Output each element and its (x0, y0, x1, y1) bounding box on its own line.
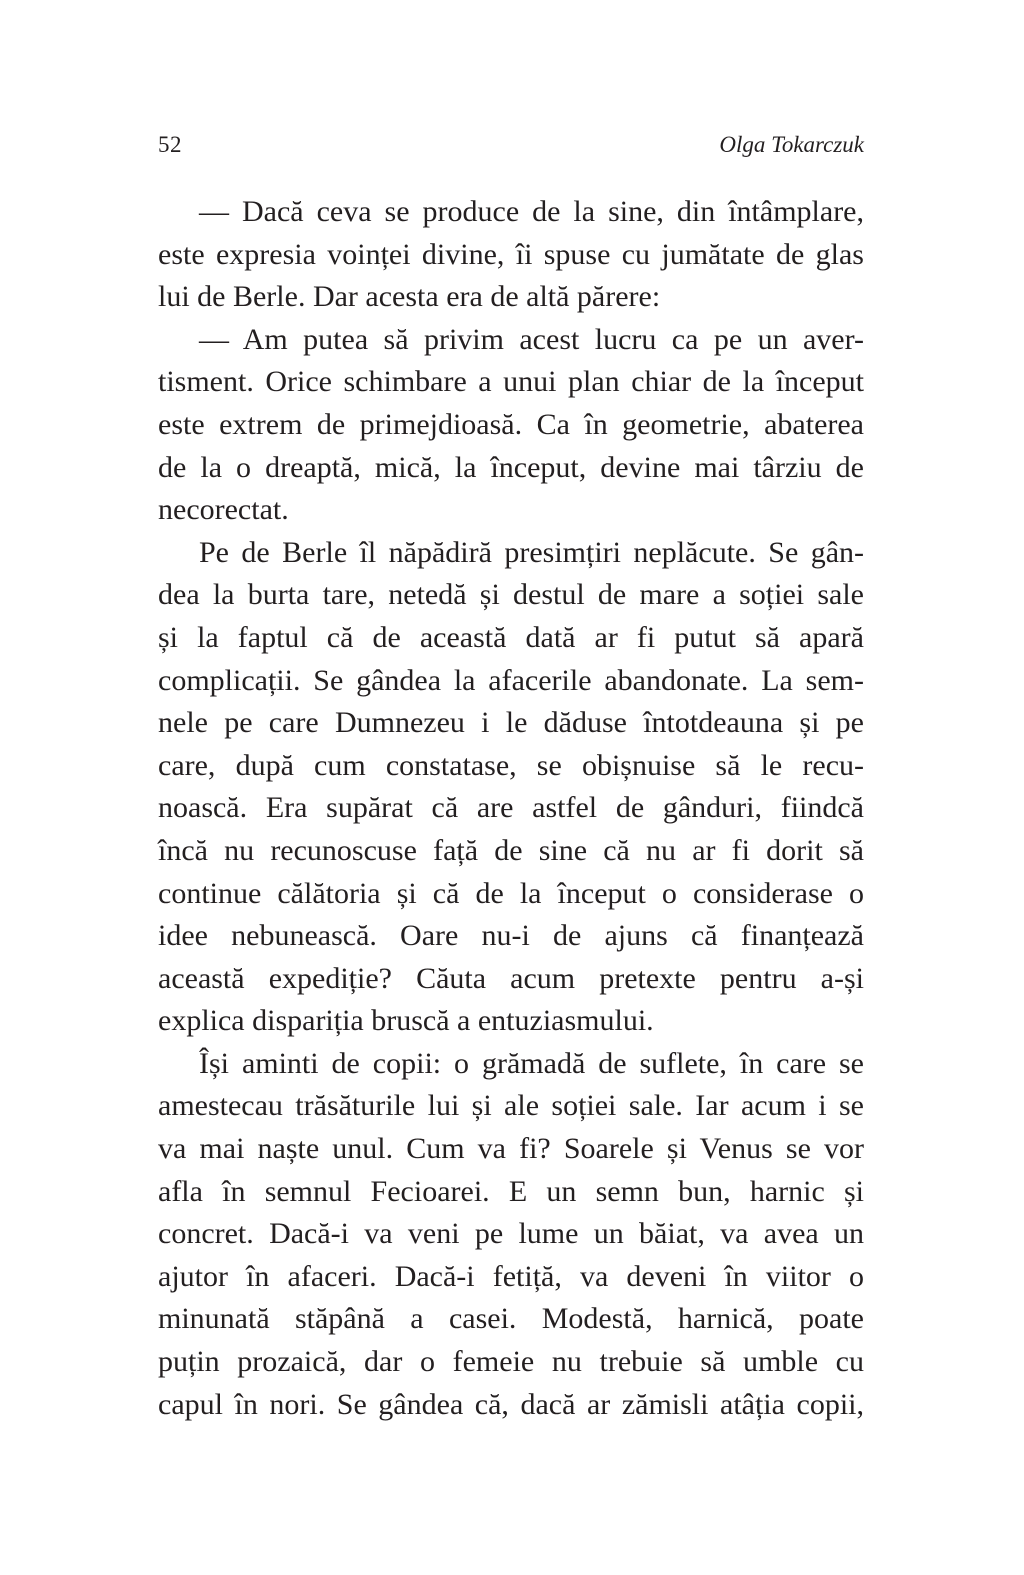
page-number: 52 (158, 132, 182, 157)
page-header (158, 132, 864, 166)
text-line: această expediție? Căuta acum pretexte pentru a-și (158, 961, 864, 995)
paragraph (158, 1043, 864, 1426)
text-body (158, 191, 864, 1426)
text-line: afla în semnul Fecioarei. E un semn bun, harnic și (158, 1174, 864, 1208)
text-line: — Dacă ceva se produce de la sine, din întâmplare, (199, 195, 864, 228)
text-line: ajutor în afaceri. Dacă-i fetiță, va deveni în viitor o (158, 1259, 864, 1293)
text-line: idee nebunească. Oare nu-i de ajuns că finanțează (158, 919, 864, 953)
text-line: puțin prozaică, dar o femeie nu trebuie să umble cu (158, 1345, 864, 1379)
text-line: Pe de Berle îl năpădiră presimțiri neplăcute. Se gân- (199, 535, 864, 569)
text-line: este expresia voinței divine, îi spuse cu jumătate de glas (158, 237, 864, 271)
running-head-author: Olga Tokarczuk (719, 132, 864, 157)
text-line: lui de Berle. Dar acesta era de altă părere: (158, 280, 661, 314)
text-line: explica dispariția bruscă a entuziasmului. (158, 1004, 654, 1038)
text-line: minunată stăpână a casei. Modestă, harnică, poate (158, 1302, 864, 1336)
text-line: care, după cum constatase, se obișnuise să le recu- (158, 748, 864, 782)
text-line: dea la burta tare, netedă și destul de mare a soției sale (158, 578, 864, 612)
text-line: necorectat. (158, 493, 289, 527)
text-line: continue călătoria și că de la început o considerase o (158, 876, 864, 910)
text-line: încă nu recunoscuse față de sine că nu ar fi dorit să (158, 833, 864, 867)
text-line: noască. Era supărat că are astfel de gânduri, fiindcă (158, 791, 864, 825)
text-line: amestecau trăsăturile lui și ale soției sale. Iar acum i se (158, 1089, 864, 1123)
text-line: va mai naște unul. Cum va fi? Soarele și Venus se vor (158, 1132, 864, 1166)
text-line: este extrem de primejdioasă. Ca în geometrie, abaterea (158, 407, 864, 441)
text-line: capul în nori. Se gândea că, dacă ar zămisli atâția copii, (158, 1387, 864, 1421)
text-line: tisment. Orice schimbare a unui plan chiar de la început (158, 365, 864, 399)
paragraph (158, 319, 864, 532)
text-line: concret. Dacă-i va veni pe lume un băiat, va avea un (158, 1217, 864, 1251)
paragraph (158, 532, 864, 1043)
text-line: de la o dreaptă, mică, la început, devine mai târziu de (158, 450, 864, 484)
text-line: nele pe care Dumnezeu i le dăduse întotdeauna și pe (158, 706, 864, 740)
text-line: complicații. Se gândea la afacerile abandonate. La sem- (158, 663, 864, 697)
paragraph (158, 191, 864, 319)
text-line: — Am putea să privim acest lucru ca pe un aver- (199, 322, 864, 356)
text-line: Își aminti de copii: o grămadă de suflete, în care se (199, 1046, 864, 1080)
text-line: și la faptul că de această dată ar fi putut să apară (158, 620, 864, 654)
